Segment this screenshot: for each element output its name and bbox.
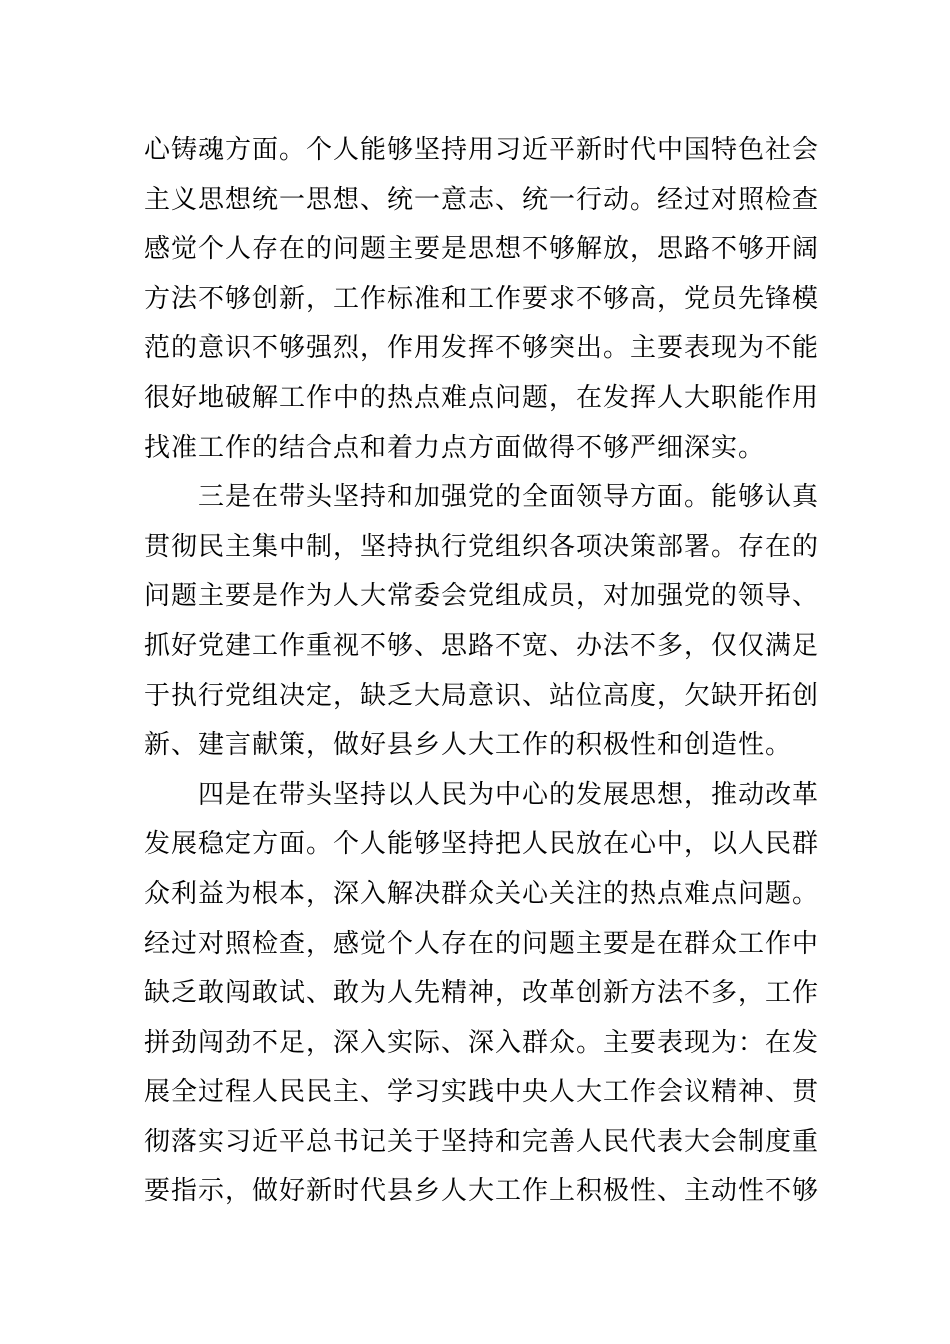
text-line: 找准工作的结合点和着力点方面做得不够严细深实。 — [144, 432, 766, 463]
body-text — [144, 126, 824, 1217]
text-line: 抓好党建工作重视不够、思路不宽、办法不多，仅仅满足 — [144, 630, 820, 661]
text-line: 发展稳定方面。个人能够坚持把人民放在心中，以人民群 — [144, 829, 820, 860]
text-line: 感觉个人存在的问题主要是思想不够解放，思路不够开阔 — [144, 234, 820, 265]
text-line: 要指示，做好新时代县乡人大工作上积极性、主动性不够 — [144, 1176, 820, 1207]
text-line: 方法不够创新，工作标准和工作要求不够高，党员先锋模 — [144, 283, 820, 314]
text-line: 于执行党组决定，缺乏大局意识、站位高度，欠缺开拓创 — [144, 680, 820, 711]
text-line: 很好地破解工作中的热点难点问题，在发挥人大职能作用 — [144, 382, 820, 413]
text-line: 展全过程人民民主、学习实践中央人大工作会议精神、贯 — [144, 1077, 820, 1108]
text-line: 范的意识不够强烈，作用发挥不够突出。主要表现为不能 — [144, 333, 820, 364]
text-line: 经过对照检查，感觉个人存在的问题主要是在群众工作中 — [144, 928, 820, 959]
text-line: 心铸魂方面。个人能够坚持用习近平新时代中国特色社会 — [144, 135, 820, 165]
text-line: 贯彻民主集中制，坚持执行党组织各项决策部署。存在的 — [144, 531, 820, 562]
text-line: 众利益为根本，深入解决群众关心关注的热点难点问题。 — [144, 878, 820, 909]
text-line: 问题主要是作为人大常委会党组成员，对加强党的领导、 — [144, 581, 820, 612]
text-line: 新、建言献策，做好县乡人大工作的积极性和创造性。 — [144, 730, 793, 761]
text-line: 拼劲闯劲不足，深入实际、深入群众。主要表现为：在发 — [144, 1027, 820, 1058]
paragraph-start-line: 四是在带头坚持以人民为中心的发展思想，推动改革 — [198, 779, 820, 810]
paragraph-start-line: 三是在带头坚持和加强党的全面领导方面。能够认真 — [198, 482, 820, 513]
text-line: 彻落实习近平总书记关于坚持和完善人民代表大会制度重 — [144, 1126, 820, 1157]
text-line: 缺乏敢闯敢试、敢为人先精神，改革创新方法不多，工作 — [144, 978, 820, 1009]
text-line: 主义思想统一思想、统一意志、统一行动。经过对照检查 — [144, 184, 820, 215]
